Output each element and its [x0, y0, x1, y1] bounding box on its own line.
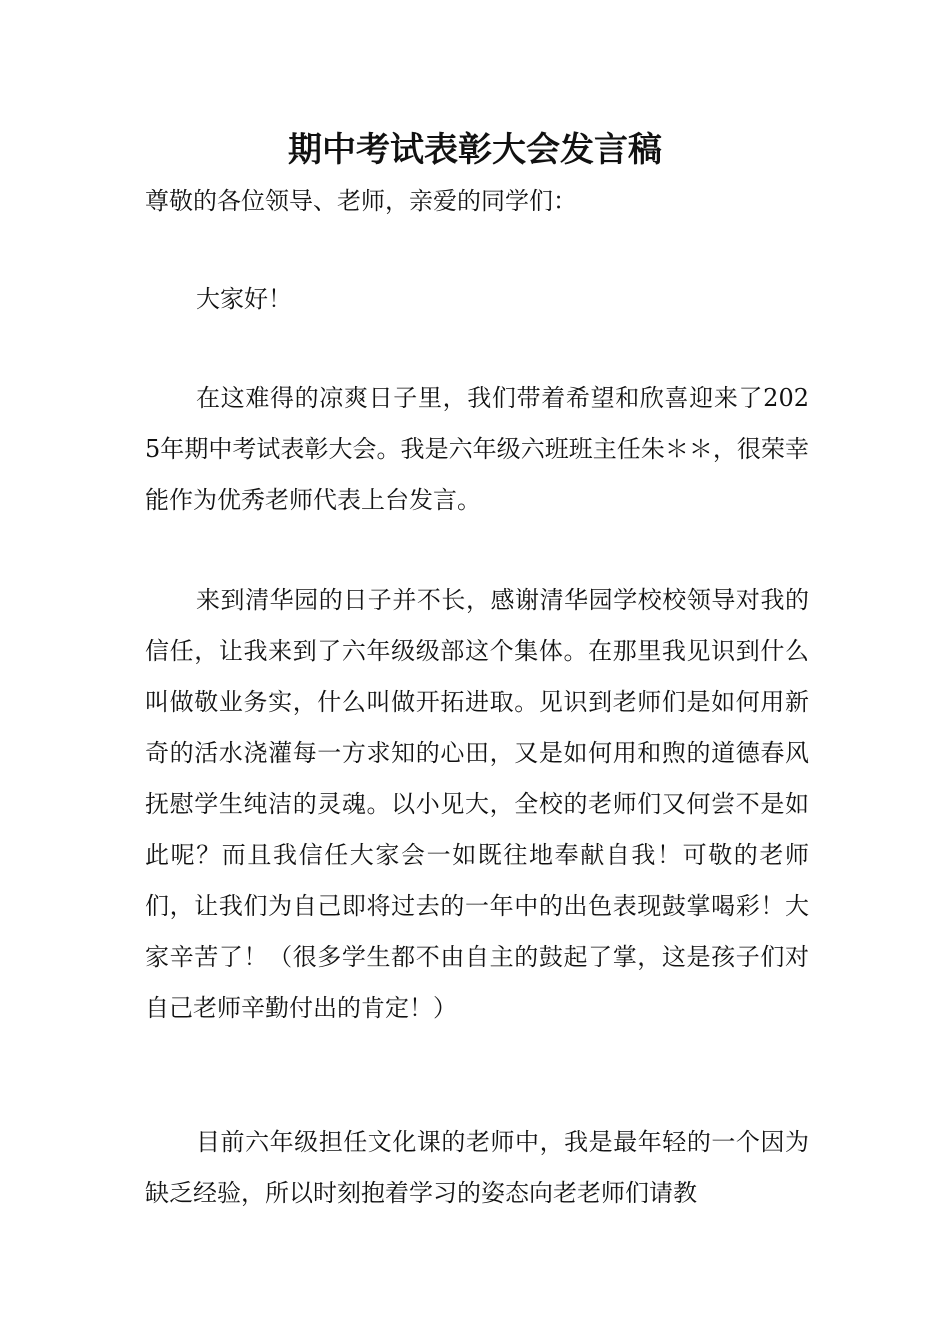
- paragraph-introduction: 在这难得的凉爽日子里，我们带着希望和欣喜迎来了2025年期中考试表彰大会。我是六年级六班班主任朱＊＊，很荣幸能作为优秀老师代表上台发言。: [145, 384, 809, 514]
- paragraph-gratitude: 来到清华园的日子并不长，感谢清华园学校校领导对我的信任，让我来到了六年级级部这个集体。在那里我见识到什么叫做敬业务实，什么叫做开拓进取。见识到老师们是如何用新奇的活水浇灌每一方求知的心田，又是如何用和煦的道德春风抚慰学生纯洁的灵魂。以小见大，全校的老师们又何尝不是如此呢？而且我信任大家会一如既往地奉献自我！可敬的老师们，让我们为自己即将过去的一年中的出色表现鼓掌喝彩！大家辛苦了！（很多学生都不由自主的鼓起了掌，这是孩子们对自己老师辛勤付出的肯定！）: [145, 586, 809, 1022]
- document-title: 期中考试表彰大会发言稿: [288, 130, 662, 170]
- paragraph-greeting: 大家好！: [196, 285, 292, 313]
- salutation: 尊敬的各位领导、老师，亲爱的同学们：: [145, 187, 577, 215]
- paragraph-experience: 目前六年级担任文化课的老师中，我是最年轻的一个因为缺乏经验，所以时刻抱着学习的姿态向老老师们请教: [145, 1128, 809, 1207]
